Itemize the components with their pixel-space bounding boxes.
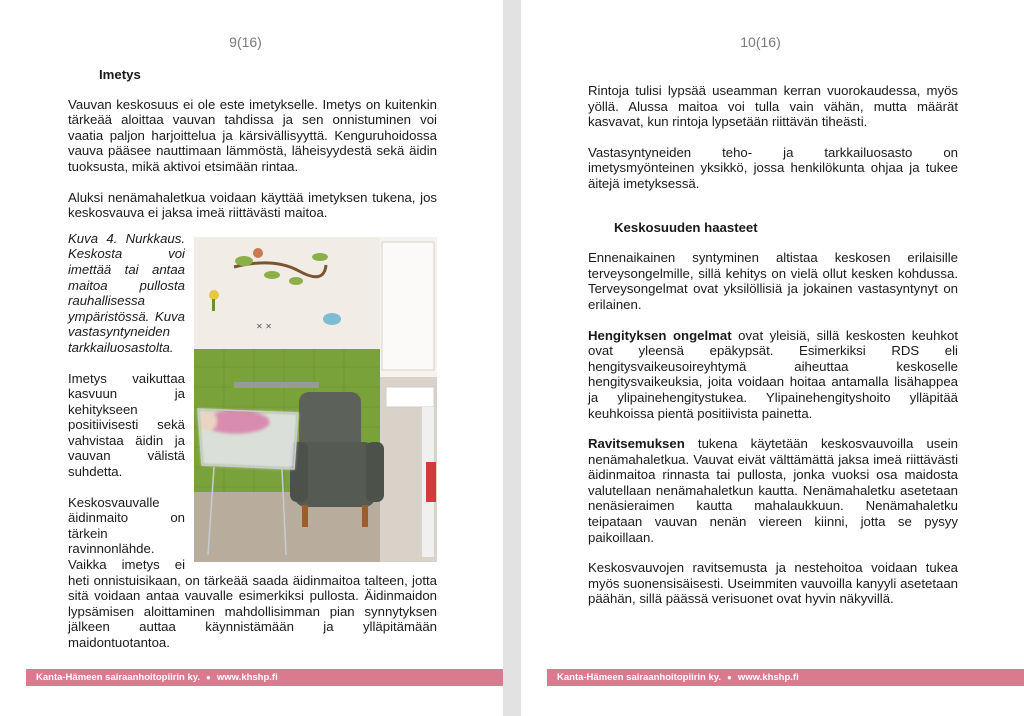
left-page-content (68, 67, 437, 666)
paragraph (588, 328, 958, 422)
paragraph: Keskosvauvalle äidinmaito on tärkein ravinnonlähde. Vaikka imetys ei heti onnistuisikaan, on tärkeää saada äidinmaitoa talteen, jotta sitä voidaan antaa vauvalle esimerkiksi pullosta. Äidinmaidon lypsämisen aloittaminen mahdollisimman pian synnytyksen jälkeen auttaa käynnistämään ja ylläpitämään maidontuotantoa. (68, 494, 437, 650)
right-page (521, 0, 1024, 716)
bullet-dot-icon: ● (727, 673, 732, 682)
paragraph: Rintoja tulisi lypsää useamman kerran vuorokaudessa, myös yöllä. Alussa maitoa voi tulla vain vähän, mutta määrät kasvavat, kun rintoja lypsetään riittävän tiheästi. (588, 83, 958, 130)
right-page-content (588, 83, 958, 622)
paragraph: Vauvan keskosuus ei ole este imetykselle. Imetys on kuitenkin tärkeää aloittaa vauvan tahdissa ja sen onnistuminen voi vaatia paljon harjoittelua ja kärsivällisyyttä. Kenguruhoidossa vauva pääsee nauttimaan lämmöstä, läheisyydestä sekä äidin tuoksusta, mikä aktivoi etsimään rintaa. (68, 96, 437, 174)
footer-organization: Kanta-Hämeen sairaanhoitopiirin ky. (557, 672, 722, 683)
page-number: 10(16) (740, 34, 781, 50)
paragraph: Ennenaikainen syntyminen altistaa keskosen erilaisille terveysongelmille, sillä kehitys on vielä ollut kesken kohdussa. Terveysongelmat ovat yksilöllisiä ja jokainen vastasyntynyt on erilainen. (588, 250, 958, 312)
page-number: 9(16) (229, 34, 262, 50)
bullet-dot-icon: ● (206, 673, 211, 682)
nursery-photo (194, 237, 437, 562)
section-heading: Imetys (99, 67, 141, 82)
paragraph (68, 190, 437, 221)
page-footer (26, 669, 503, 686)
paragraph: Vastasyntyneiden teho- ja tarkkailuosasto on imetysmyönteinen yksikkö, jossa henkilökunta ohjaa ja tukee äitejä imetyksessä. (588, 144, 958, 191)
paragraph-text: tukena käytetään keskosvauvoilla usein nenämahaletkua. Vauvat eivät välttämättä jaksa imeä riittävästi äidinmaitoa rinnasta tai pullosta, jonka vuoksi osa maidosta valutellaan nenämahaletkun kautta. Nenämahaletku asetetaan nenäsieraimen kautta mahalaukkuun. Nenämahaletku teipataan vauvan nenän viereen kiinni, jotta se pysyy paikoillaan. (588, 436, 958, 545)
svg-text:✕ ✕: ✕ ✕ (256, 321, 272, 331)
paragraph: Keskosvauvojen ravitsemusta ja nestehoitoa voidaan tukea myös suonensisäisesti. Useimmiten vauvoilla kanyyli asetetaan päähän, sillä päässä verisuonet ovat hyvin näkyvillä. (588, 560, 958, 607)
paragraph (588, 436, 958, 545)
paragraph-text: Aluksi nenämahaletkua voidaan käyttää imetyksen tukena, jos keskosvauva ei jaksa imeä riittävästi maitoa. (68, 189, 437, 221)
left-page (0, 0, 503, 716)
paragraph-text: ovat yleisiä, sillä keskosten keuhkot ovat yleensä epäkypsät. Esimerkiksi RDS eli hengitysvaikeusoireyhtymä aiheuttaa keskoselle hengitysvaikeuksia, joita voidaan hoitaa antamalla lisähappea ja ylipainehengitystukea. Ylipainehengityshoito ylläpitää keuhkoissa pientä positiivista painetta. (588, 327, 958, 421)
footer-link[interactable]: www.khshp.fi (737, 672, 799, 683)
footer-organization: Kanta-Hämeen sairaanhoitopiirin ky. (36, 672, 201, 683)
image-caption: Kuva 4. Nurkkaus. Keskosta voi imettää tai antaa maitoa pullosta rauhallisessa ympäristössä. Kuva vastasyntyneiden tarkkailuosastolta. (68, 230, 185, 355)
bold-term: Hengityksen ongelmat (588, 327, 732, 343)
bold-term: Ravitsemuksen (588, 436, 685, 452)
page-footer (547, 669, 1024, 686)
paragraph: Imetys vaikuttaa kasvuun ja kehitykseen positiivisesti sekä vahvistaa äidin ja vauvan välistä suhdetta. (68, 370, 185, 480)
footer-link[interactable]: www.khshp.fi (216, 672, 278, 683)
section-heading: Keskosuuden haasteet (614, 219, 758, 235)
